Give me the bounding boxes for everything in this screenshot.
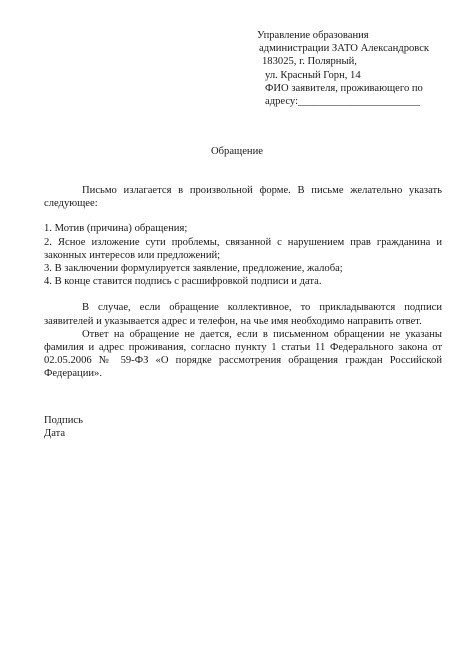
- addressee-block: [257, 29, 462, 108]
- document-body: [44, 184, 442, 381]
- addressee-organization: Управление образования: [257, 30, 369, 41]
- signature-label: Подпись: [44, 415, 83, 426]
- list-item: 4. В конце ставится подпись с расшифровкой подписи и дата.: [44, 276, 322, 288]
- no-answer-paragraph: Ответ на обращение не дается, если в письменном обращении не указаны фамилия и адрес проживания, согласно пункту 1 статьи 11 Федерального закона от 02.05.2006 № 59-ФЗ «О порядке рассмотрения обращения граждан Российской Федерации».: [44, 328, 442, 380]
- intro-paragraph: Письмо излагается в произвольной форме. В письме желательно указать следующее:: [44, 185, 442, 210]
- requirements-list: [44, 222, 442, 288]
- list-item: 2. Ясное изложение сути проблемы, связанной с нарушением прав гражданина и законных интересов или предложений;: [44, 236, 442, 261]
- addressee-street: ул. Красный Горн, 14: [265, 69, 361, 81]
- collective-paragraph: В случае, если обращение коллективное, то прикладываются подписи заявителей и указывается адрес и телефон, на чье имя необходимо направить ответ.: [44, 302, 442, 327]
- list-item: 3. В заключении формулируется заявление, предложение, жалоба;: [44, 263, 343, 275]
- addressee-administration: администрации ЗАТО Александровск: [259, 43, 430, 55]
- addressee-postal: 183025, г. Полярный,: [262, 56, 357, 68]
- applicant-name-line: ФИО заявителя, проживающего по: [265, 82, 423, 94]
- date-label: Дата: [44, 428, 66, 440]
- document-title: Обращение: [211, 146, 263, 157]
- list-item: 1. Мотив (причина) обращения;: [44, 223, 188, 235]
- applicant-address-line: адресу:_______________________: [265, 96, 420, 108]
- signature-block: [44, 414, 83, 440]
